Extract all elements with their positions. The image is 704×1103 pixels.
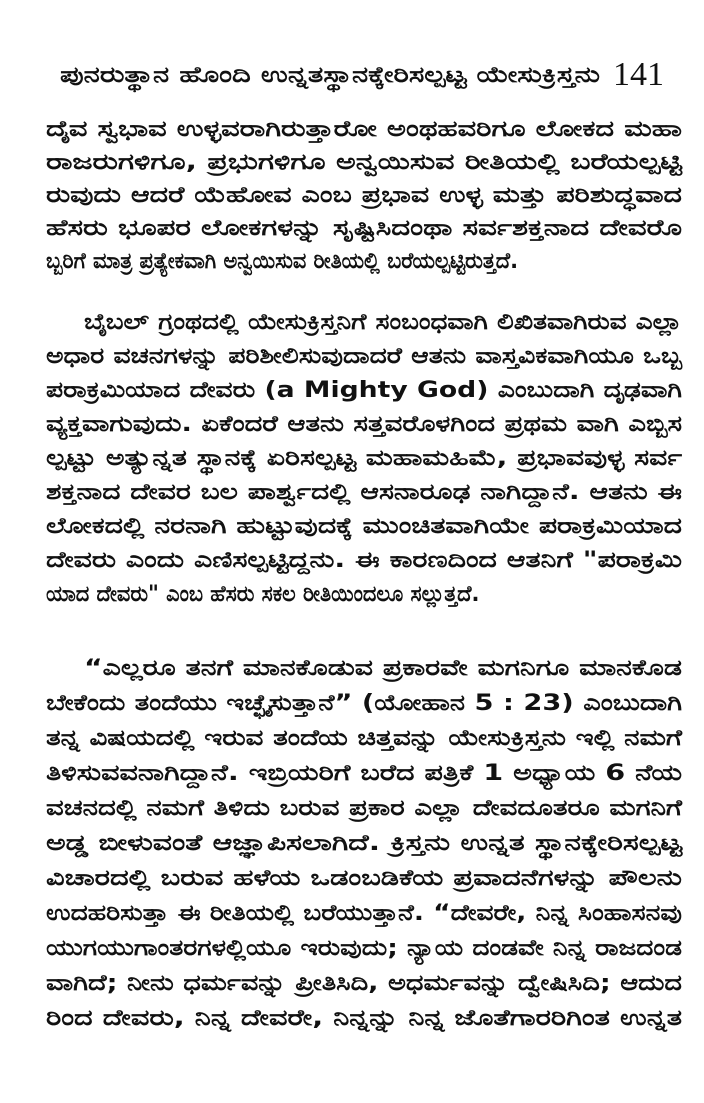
page-header xyxy=(60,58,670,98)
text-line: ಯಾದ ದೇವರು" ಎಂಬ ಹೆಸರು ಸಕಲ ರೀತಿಯಿಂದಲೂ ಸಲ್ಲುತ್ತದೆ. xyxy=(46,582,480,607)
text-line: ದೈವ ಸ್ವಭಾವ ಉಳ್ಳವರಾಗಿರುತ್ತಾರೋ ಅಂಥಹವರಿಗೂ ಲೋಕದ ಮಹಾ xyxy=(46,117,682,142)
text-line: ಅಧಾರ ವಚನಗಳನ್ನು ಪರಿಶೀಲಿಸುವುದಾದರೆ ಆತನು ವಾಸ್ತವಿಕವಾಗಿಯೂ ಒಬ್ಬ xyxy=(46,344,682,369)
page-number: 141 xyxy=(613,56,664,93)
text-line: ತಿಳಿಸುವವನಾಗಿದ್ದಾನೆ. ಇಬ್ರಿಯರಿಗೆ ಬರೆದ ಪತ್ರಿಕೆ 1 ಅಧ್ಯಾಯ 6 ನೆಯ xyxy=(46,761,682,786)
text-line: ಯುಗಯುಗಾಂತರಗಳಲ್ಲಿಯೂ ಇರುವುದು; ನ್ಯಾಯ ದಂಡವೇ ನಿನ್ನ ರಾಜದಂಡ xyxy=(46,936,682,961)
text-line: ಉದಹರಿಸುತ್ತಾ ಈ ರೀತಿಯಲ್ಲಿ ಬರೆಯುತ್ತಾನೆ. “ದೇವರೇ, ನಿನ್ನ ಸಿಂಹಾಸನವು xyxy=(46,901,682,926)
text-line: ಬ್ಬರಿಗೆ ಮಾತ್ರ ಪ್ರತ್ಯೇಕವಾಗಿ ಅನ್ವಯಿಸುವ ರೀತಿಯಲ್ಲಿ ಬರೆಯಲ್ಪಟ್ಟಿರುತ್ತದೆ. xyxy=(46,249,519,274)
text-line: ಲೋಕದಲ್ಲಿ ನರನಾಗಿ ಹುಟ್ಟುವುದಕ್ಕೆ ಮುಂಚಿತವಾಗಿಯೇ ಪರಾಕ್ರಮಿಯಾದ xyxy=(46,514,682,539)
text-line: ವ್ಯಕ್ತವಾಗುವುದು. ಏಕೆಂದರೆ ಆತನು ಸತ್ತವರೊಳಗಿಂದ ಪ್ರಥಮ ವಾಗಿ ಎಬ್ಬಿಸ xyxy=(46,412,682,437)
text-line: ತನ್ನ ವಿಷಯದಲ್ಲಿ ಇರುವ ತಂದೆಯ ಚಿತ್ತವನ್ನು ಯೇಸುಕ್ರಿಸ್ತನು ಇಲ್ಲಿ ನಮಗೆ xyxy=(46,726,682,751)
text-line: ಲ್ಪಟ್ಟು ಅತ್ಯುನ್ನತ ಸ್ಥಾನಕ್ಕೆ ಏರಿಸಲ್ಪಟ್ಟ ಮಹಾಮಹಿಮೆ, ಪ್ರಭಾವವುಳ್ಳ ಸರ್ವ xyxy=(46,446,682,471)
text-line: ಬೈಬಲ್ ಗ್ರಂಥದಲ್ಲಿ ಯೇಸುಕ್ರಿಸ್ತನಿಗೆ ಸಂಬಂಧವಾಗಿ ಲಿಖಿತವಾಗಿರುವ ಎಲ್ಲಾ xyxy=(84,310,682,335)
running-title: ಪುನರುತ್ಥಾನ ಹೊಂದಿ ಉನ್ನತಸ್ಥಾನಕ್ಕೇರಿಸಲ್ಪಟ್ಟ ಯೇಸುಕ್ರಿಸ್ತನು xyxy=(60,63,600,88)
text-line: ವಿಚಾರದಲ್ಲಿ ಬರುವ ಹಳೆಯ ಒಡಂಬಡಿಕೆಯ ಪ್ರವಾದನೆಗಳನ್ನು ಪೌಲನು xyxy=(46,866,682,891)
text-line: ಅಡ್ಡ ಬೀಳುವಂತೆ ಆಜ್ಞಾಪಿಸಲಾಗಿದೆ. ಕ್ರಿಸ್ತನು ಉನ್ನತ ಸ್ಥಾನಕ್ಕೇರಿಸಲ್ಪಟ್ಟ xyxy=(46,831,682,856)
text-line: ವಚನದಲ್ಲಿ ನಮಗೆ ತಿಳಿದು ಬರುವ ಪ್ರಕಾರ ಎಲ್ಲಾ ದೇವದೂತರೂ ಮಗನಿಗೆ xyxy=(46,796,682,821)
text-line: ಪರಾಕ್ರಮಿಯಾದ ದೇವರು (a Mighty God) ಎಂಬುದಾಗಿ ದೃಢವಾಗಿ xyxy=(46,378,682,403)
text-line: ರುವುದು ಆದರೆ ಯೆಹೋವ ಎಂಬ ಪ್ರಭಾವ ಉಳ್ಳ ಮತ್ತು ಪರಿಶುದ್ಧವಾದ xyxy=(46,183,682,208)
text-line: ಬೇಕೆಂದು ತಂದೆಯು ಇಚ್ಛೈಸುತ್ತಾನೆ” (ಯೋಹಾನ 5 : 23) ಎಂಬುದಾಗಿ xyxy=(46,691,682,716)
text-line: ದೇವರು ಎಂದು ಎಣಿಸಲ್ಪಟ್ಟಿದ್ದನು. ಈ ಕಾರಣದಿಂದ ಆತನಿಗೆ "ಪರಾಕ್ರಮಿ xyxy=(46,548,682,573)
text-line: ಶಕ್ತನಾದ ದೇವರ ಬಲ ಪಾರ್ಶ್ವದಲ್ಲಿ ಆಸನಾರೂಢ ನಾಗಿದ್ದಾನೆ. ಆತನು ಈ xyxy=(46,480,682,505)
text-line: “ಎಲ್ಲರೂ ತನಗೆ ಮಾನಕೊಡುವ ಪ್ರಕಾರವೇ ಮಗನಿಗೂ ಮಾನಕೊಡ xyxy=(84,656,682,681)
text-line: ಹೆಸರು ಭೂಪರ ಲೋಕಗಳನ್ನು ಸೃಷ್ಟಿಸಿದಂಥಾ ಸರ್ವಶಕ್ತನಾದ ದೇವರೊ xyxy=(46,216,682,241)
text-line: ರಿಂದ ದೇವರು, ನಿನ್ನ ದೇವರೇ, ನಿನ್ನನ್ನು ನಿನ್ನ ಜೊತೆಗಾರರಿಗಿಂತ ಉನ್ನತ xyxy=(46,1006,682,1031)
text-line: ವಾಗಿದೆ; ನೀನು ಧರ್ಮವನ್ನು ಪ್ರೀತಿಸಿದಿ, ಅಧರ್ಮವನ್ನು ದ್ವೇಷಿಸಿದಿ; ಆದುದ xyxy=(46,971,682,996)
text-line: ರಾಜರುಗಳಿಗೂ, ಪ್ರಭುಗಳಿಗೂ ಅನ್ವಯಿಸುವ ರೀತಿಯಲ್ಲಿ ಬರೆಯಲ್ಪಟ್ಟಿ xyxy=(46,150,682,175)
